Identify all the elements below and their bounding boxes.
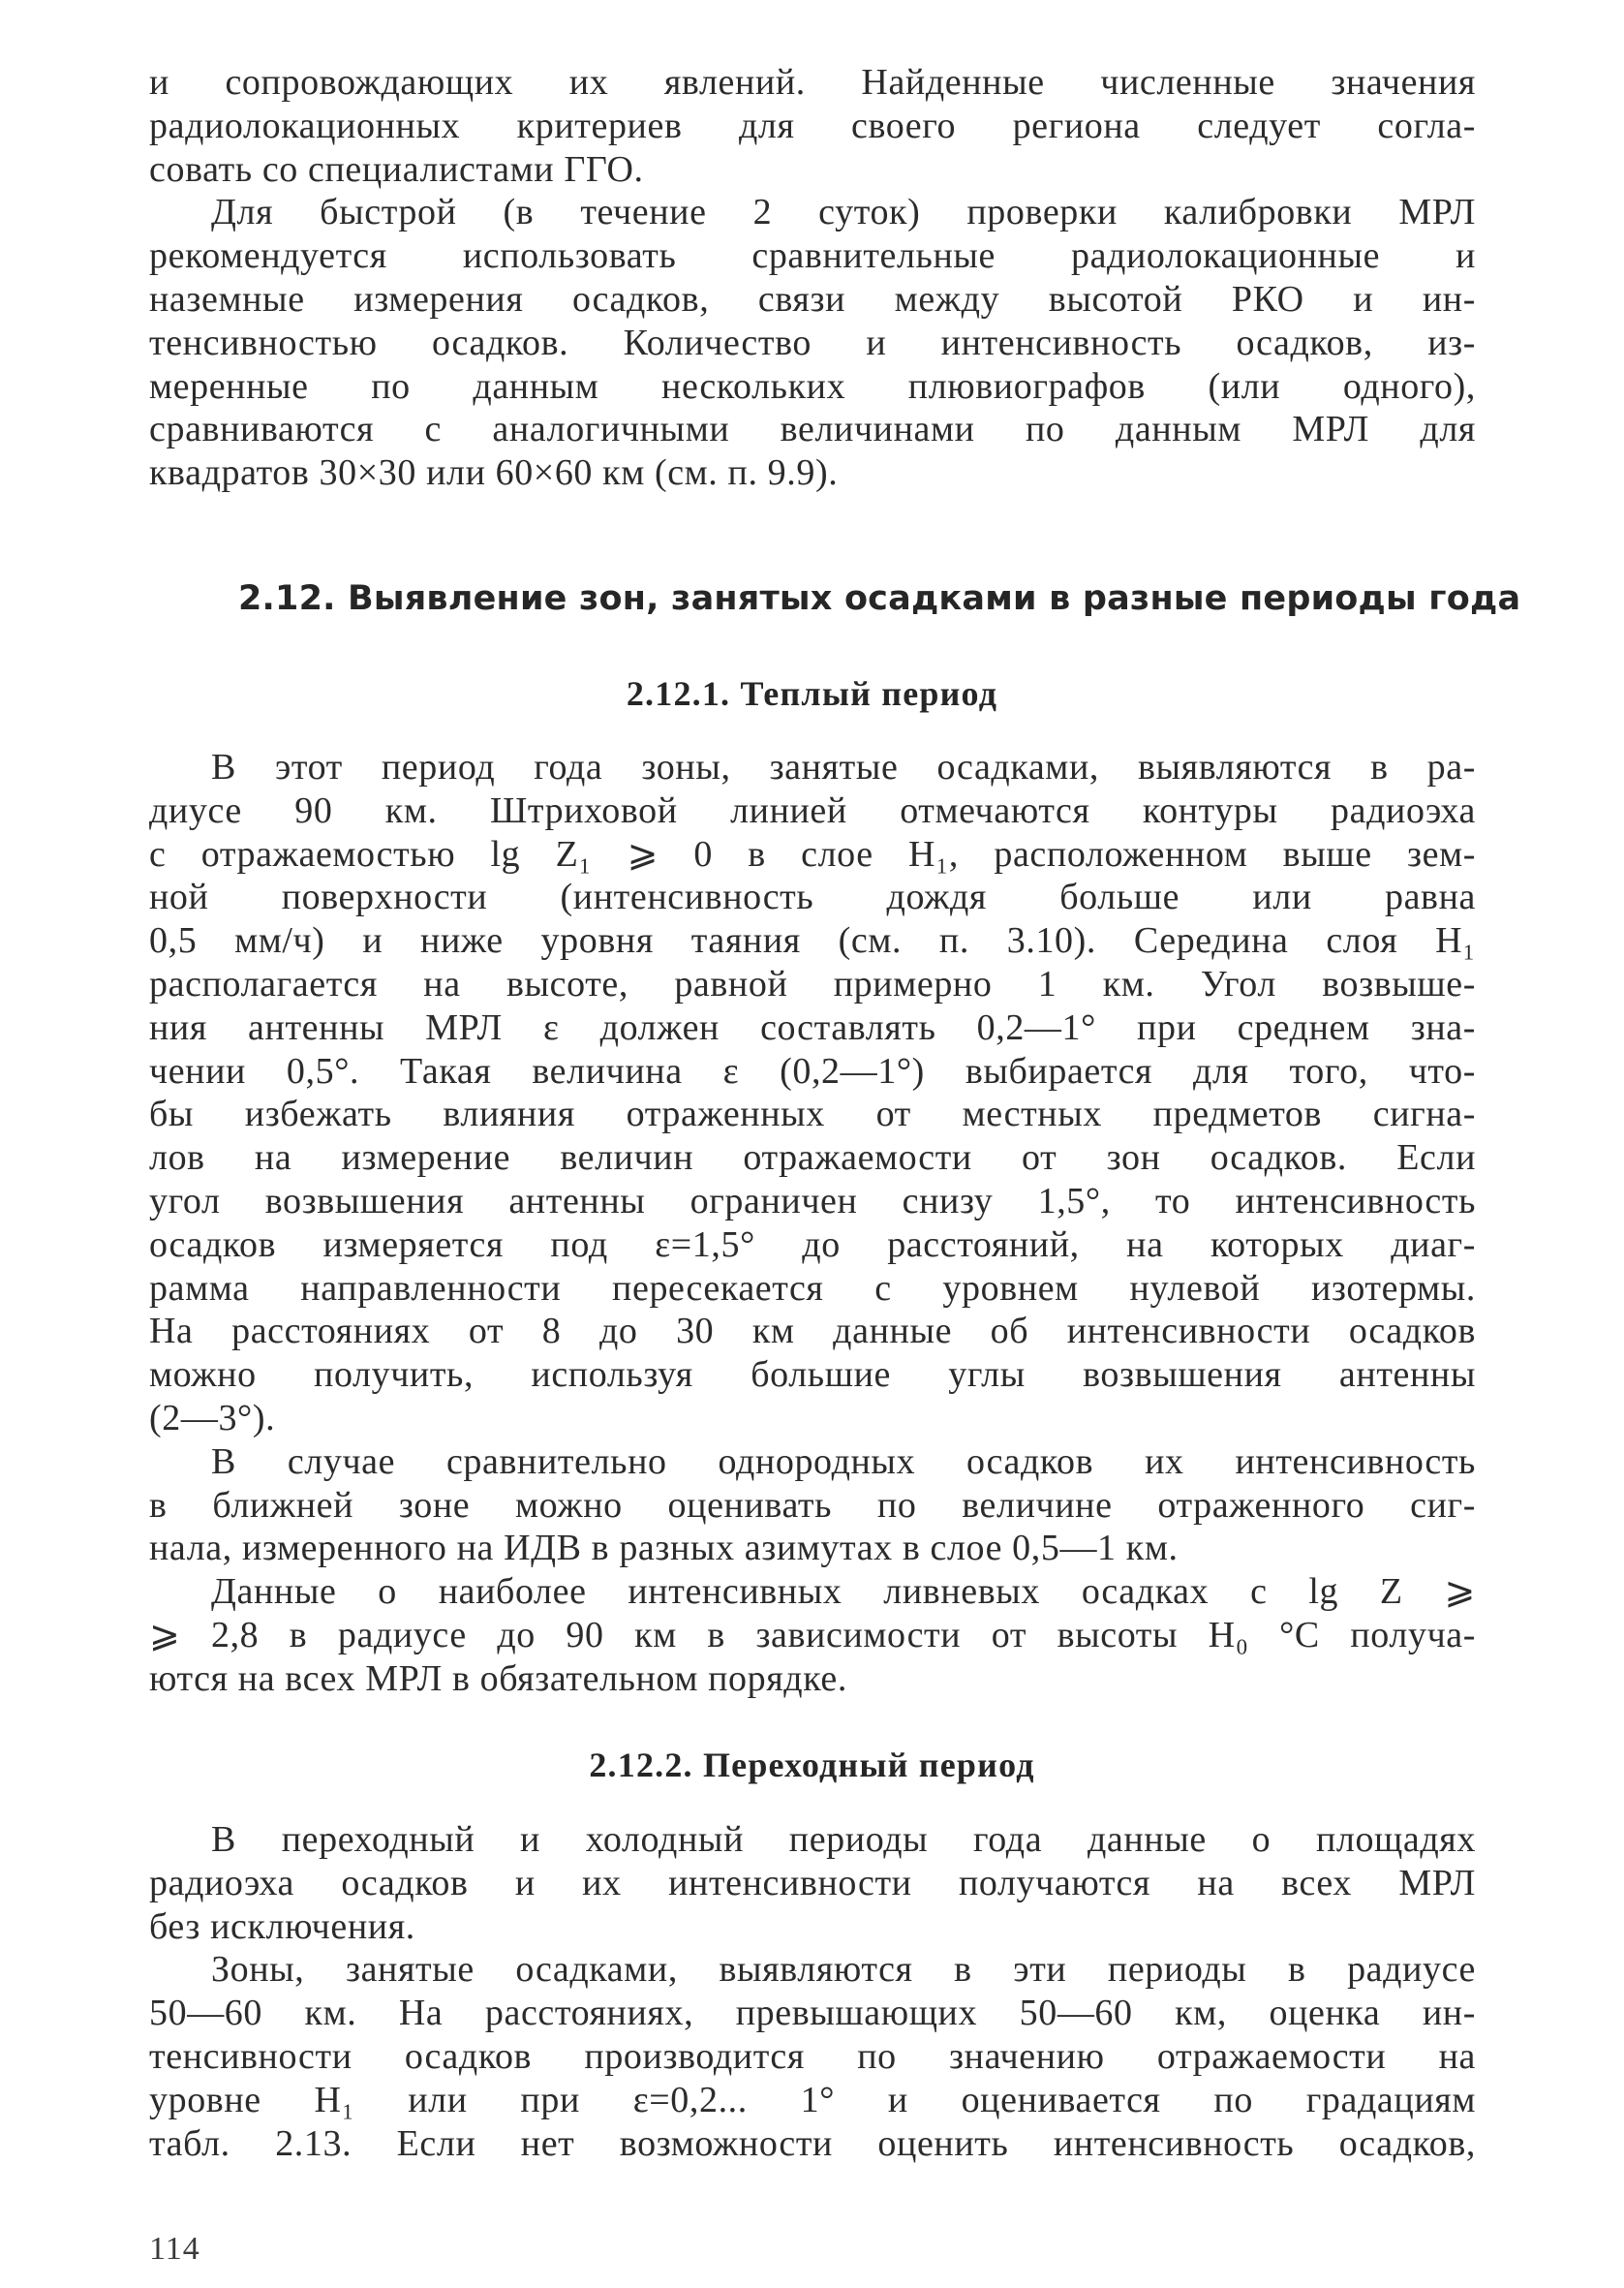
section-heading: 2.12. Выявление зон, занятых осадками в разные периоды года [238, 579, 1521, 618]
text-line: ются на всех МРЛ в обязательном порядке. [149, 1657, 847, 1699]
text-line: радиоэха осадков и их интенсивности получаются на всех МРЛ [149, 1862, 1476, 1903]
text-line: меренные по данным нескольких плювиографов (или одного), [149, 365, 1476, 407]
text-line: можно получить, используя большие углы возвышения антенны [149, 1354, 1476, 1396]
text-line: радиолокационных критериев для своего региона следует согла- [149, 105, 1476, 146]
text-line: тенсивностью осадков. Количество и интенсивность осадков, из- [149, 322, 1476, 363]
text-line: без исключения. [149, 1905, 415, 1947]
text-line: В переходный и холодный периоды года данные о площадях [211, 1819, 1476, 1860]
text-line: В этот период года зоны, занятые осадками, выявляются в ра- [211, 747, 1476, 788]
text-line: совать со специалистами ГГО. [149, 148, 644, 190]
text-line: 0,5 мм/ч) и ниже уровня таяния (см. п. 3.10). Середина слоя H₁ [149, 920, 1476, 962]
text-line: с отражаемостью lg Z₁ ⩾ 0 в слое H₁, расположенном выше зем- [149, 833, 1476, 875]
text-line: располагается на высоте, равной примерно 1 км. Угол возвыше- [149, 963, 1476, 1005]
text-line: уровне H₁ или при ε=0,2... 1° и оценивается по градациям [149, 2079, 1476, 2120]
text-line: и сопровождающих их явлений. Найденные численные значения [149, 62, 1476, 103]
text-line: угол возвышения антенны ограничен снизу 1,5°, то интенсивность [149, 1180, 1476, 1221]
text-line: тенсивности осадков производится по значению отражаемости на [149, 2035, 1476, 2077]
text-line: ной поверхности (интенсивность дождя больше или равна [149, 877, 1476, 918]
text-line: 50—60 км. На расстояниях, превышающих 50—60 км, оценка ин- [149, 1993, 1476, 2034]
text-line: На расстояниях от 8 до 30 км данные об интенсивности осадков [149, 1311, 1476, 1352]
text-line: ния антенны МРЛ ε должен составлять 0,2—1° при среднем зна- [149, 1006, 1476, 1048]
text-line: бы избежать влияния отраженных от местных предметов сигна- [149, 1094, 1476, 1135]
text-line: табл. 2.13. Если нет возможности оценить интенсивность осадков, [149, 2122, 1476, 2164]
text-line: квадратов 30×30 или 60×60 км (см. п. 9.9). [149, 452, 839, 494]
text-line: Данные о наиболее интенсивных ливневых осадках с lg Z ⩾ [211, 1571, 1476, 1613]
text-line: осадков измеряется под ε=1,5° до расстояний, на которых диаг- [149, 1223, 1476, 1265]
text-line: диусе 90 км. Штриховой линией отмечаются контуры радиоэха [149, 789, 1476, 831]
text-line: (2—3°). [149, 1397, 276, 1438]
text-line: рамма направленности пересекается с уровнем нулевой изотермы. [149, 1267, 1476, 1309]
text-line: чении 0,5°. Такая величина ε (0,2—1°) выбирается для того, что- [149, 1050, 1476, 1092]
text-line: Для быстрой (в течение 2 суток) проверки калибровки МРЛ [211, 192, 1476, 233]
subsection-heading-transition: 2.12.2. Переходный период [589, 1746, 1035, 1784]
subsection-heading-warm: 2.12.1. Теплый период [626, 674, 998, 713]
text-line: В случае сравнительно однородных осадков их интенсивность [211, 1440, 1476, 1482]
transition-period-paragraphs [149, 1818, 1476, 2165]
text-line: ⩾ 2,8 в радиусе до 90 км в зависимости от высоты H₀ °C получа- [149, 1614, 1476, 1655]
text-line: Зоны, занятые осадками, выявляются в эти периоды в радиусе [211, 1949, 1476, 1991]
text-line: нала, измеренного на ИДВ в разных азимутах в слое 0,5—1 км. [149, 1528, 1179, 1569]
warm-period-paragraphs [149, 746, 1476, 1701]
text-line: в ближней зоне можно оценивать по величине отраженного сиг- [149, 1484, 1476, 1526]
text-line: лов на измерение величин отражаемости от зон осадков. Если [149, 1137, 1476, 1179]
text-line: сравниваются с аналогичными величинами по данным МРЛ для [149, 409, 1476, 450]
text-line: рекомендуется использовать сравнительные радиолокационные и [149, 235, 1476, 277]
intro-paragraphs [149, 61, 1476, 495]
page-number: 114 [149, 2231, 200, 2267]
text-line: наземные измерения осадков, связи между высотой РКО и ин- [149, 278, 1476, 320]
